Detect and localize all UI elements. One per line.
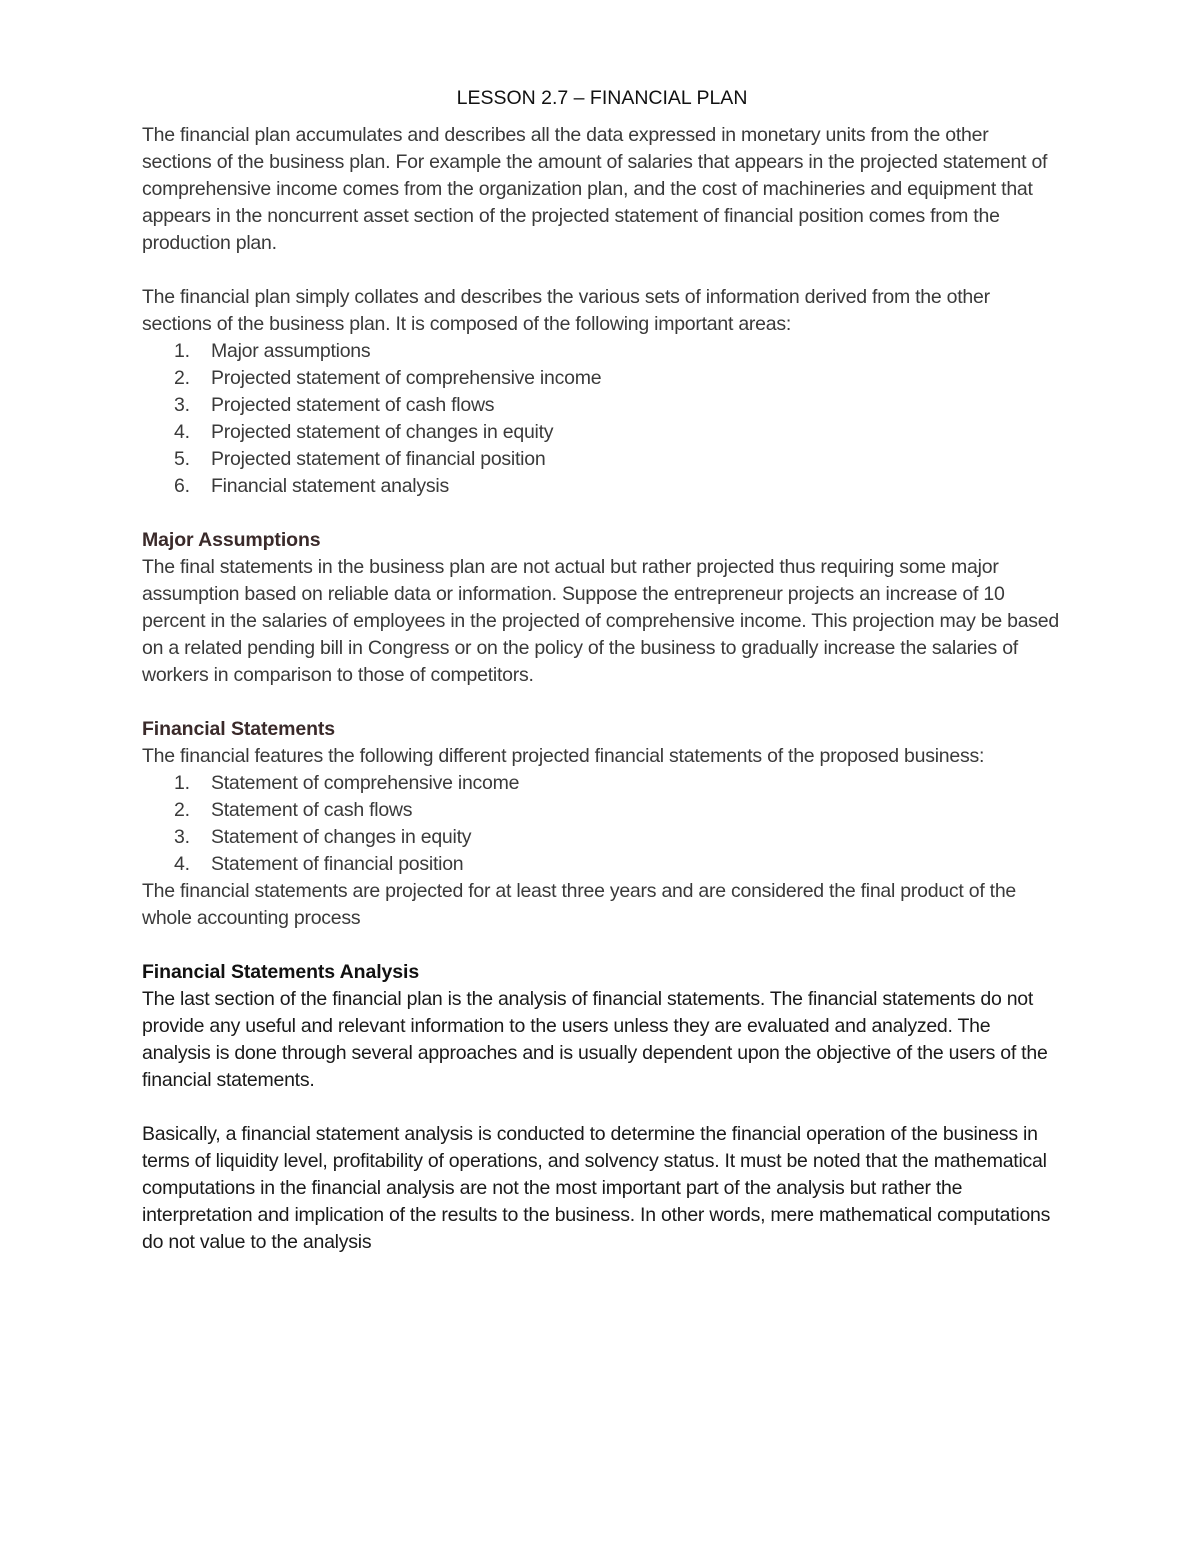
list-item-text: Projected statement of financial position <box>211 448 546 470</box>
page-title: LESSON 2.7 – FINANCIAL PLAN <box>456 87 748 109</box>
list-item <box>142 392 1062 419</box>
list-item-text: Statement of changes in equity <box>211 826 472 848</box>
areas-list <box>142 338 1062 500</box>
document-page <box>142 84 1062 1256</box>
analysis-heading: Financial Statements Analysis <box>142 961 420 983</box>
list-number: 4. <box>174 421 190 443</box>
list-number: 5. <box>174 448 190 470</box>
list-number: 2. <box>174 799 190 821</box>
financial-statements-list <box>142 770 1062 878</box>
list-item-text: Statement of financial position <box>211 853 464 875</box>
major-assumptions-heading: Major Assumptions <box>142 529 321 551</box>
list-item-text: Major assumptions <box>211 340 371 362</box>
spacer <box>142 1094 1062 1121</box>
spacer <box>142 500 1062 527</box>
list-item-text: Projected statement of comprehensive income <box>211 367 602 389</box>
list-number: 3. <box>174 394 190 416</box>
spacer <box>142 257 1062 284</box>
list-item <box>142 419 1062 446</box>
list-number: 3. <box>174 826 190 848</box>
list-item-text: Statement of cash flows <box>211 799 413 821</box>
list-number: 2. <box>174 367 190 389</box>
list-item-text: Financial statement analysis <box>211 475 449 497</box>
major-assumptions-body: The final statements in the business plan are not actual but rather projected thus requiring some major assumption based on reliable data or information. Suppose the entrepreneur projects an increase of 10 percent in the salaries of employees in the projected of comprehensive income. This projection may be based on a related pending bill in Congress or on the policy of the business to gradually increase the salaries of workers in comparison to those of competitors. <box>142 556 1059 686</box>
list-item <box>142 851 1062 878</box>
financial-statements-intro: The financial features the following different projected financial statements of the proposed business: <box>142 745 985 767</box>
list-item <box>142 338 1062 365</box>
list-item <box>142 797 1062 824</box>
financial-statements-closing: The financial statements are projected for at least three years and are considered the final product of the whole accounting process <box>142 880 1017 929</box>
areas-paragraph: The financial plan simply collates and describes the various sets of information derived from the other sections of the business plan. It is composed of the following important areas: <box>142 286 990 335</box>
list-number: 1. <box>174 340 190 362</box>
list-item <box>142 824 1062 851</box>
list-number: 1. <box>174 772 190 794</box>
list-item-text: Projected statement of cash flows <box>211 394 495 416</box>
list-item-text: Projected statement of changes in equity <box>211 421 554 443</box>
analysis-body-1: The last section of the financial plan is the analysis of financial statements. The financial statements do not provide any useful and relevant information to the users unless they are evaluated and analyzed. The analysis is done through several approaches and is usually dependent upon the objective of the users of the financial statements. <box>142 988 1048 1091</box>
list-item-text: Statement of comprehensive income <box>211 772 520 794</box>
intro-paragraph: The financial plan accumulates and describes all the data expressed in monetary units from the other sections of the business plan. For example the amount of salaries that appears in the projected statement of comprehensive income comes from the organization plan, and the cost of machineries and equipment that appears in the noncurrent asset section of the projected statement of financial position comes from the production plan. <box>142 124 1048 254</box>
analysis-body-2: Basically, a financial statement analysis is conducted to determine the financial operation of the business in terms of liquidity level, profitability of operations, and solvency status. It must be noted that the mathematical computations in the financial analysis are not the most important part of the analysis but rather the interpretation and implication of the results to the business. In other words, mere mathematical computations do not value to the analysis <box>142 1123 1051 1253</box>
spacer <box>142 932 1062 959</box>
list-item <box>142 473 1062 500</box>
spacer <box>142 689 1062 716</box>
list-item <box>142 446 1062 473</box>
list-number: 6. <box>174 475 190 497</box>
list-number: 4. <box>174 853 190 875</box>
list-item <box>142 770 1062 797</box>
financial-statements-heading: Financial Statements <box>142 718 336 740</box>
list-item <box>142 365 1062 392</box>
